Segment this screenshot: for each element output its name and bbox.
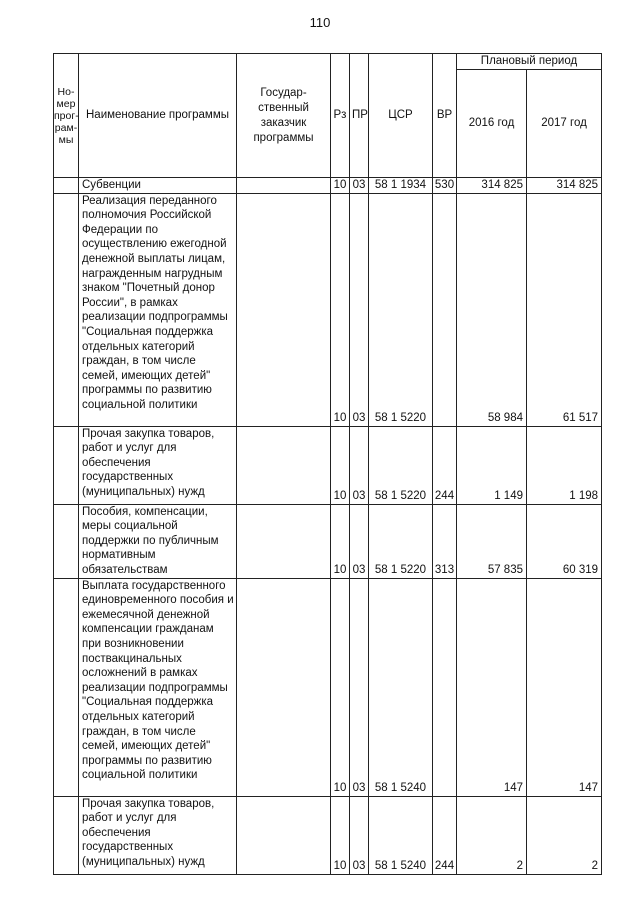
cell-name: Прочая закупка товаров, работ и услуг для обеспечения государственных (муниципальных) нужд bbox=[79, 796, 237, 874]
header-vr: ВР bbox=[433, 54, 457, 178]
cell-customer bbox=[237, 578, 331, 796]
cell-2017: 314 825 bbox=[527, 178, 602, 194]
cell-pr: 03 bbox=[350, 193, 369, 426]
header-pr: ПР bbox=[350, 54, 369, 178]
cell-vr: 530 bbox=[433, 178, 457, 194]
cell-rz: 10 bbox=[331, 193, 350, 426]
cell-csr: 58 1 1934 bbox=[369, 178, 433, 194]
table-body bbox=[54, 178, 602, 875]
cell-rz: 10 bbox=[331, 796, 350, 874]
table-row bbox=[54, 426, 602, 504]
cell-name: Субвенции bbox=[79, 178, 237, 194]
cell-2017: 147 bbox=[527, 578, 602, 796]
cell-2016: 57 835 bbox=[457, 504, 527, 578]
cell-rz: 10 bbox=[331, 178, 350, 194]
cell-vr bbox=[433, 193, 457, 426]
cell-customer bbox=[237, 426, 331, 504]
table-row bbox=[54, 578, 602, 796]
cell-rz: 10 bbox=[331, 504, 350, 578]
cell-csr: 58 1 5240 bbox=[369, 578, 433, 796]
page-number: 110 bbox=[309, 15, 331, 30]
cell-name: Выплата государственного единовременного пособия и ежемесячной денежной компенсации гражданам при возникновении поствакцинальных осложнений в рамках реализации подпрограммы "Социальная поддержка отдельных категорий граждан, в том числе семей, имеющих детей" программы по развитию социальной политики bbox=[79, 578, 237, 796]
cell-num bbox=[54, 426, 79, 504]
header-rz: Рз bbox=[331, 54, 350, 178]
cell-csr: 58 1 5220 bbox=[369, 426, 433, 504]
header-csr: ЦСР bbox=[369, 54, 433, 178]
cell-2016: 1 149 bbox=[457, 426, 527, 504]
header-num: Но- мер прог- рам- мы bbox=[54, 54, 79, 178]
header-2017: 2017 год bbox=[527, 70, 602, 178]
cell-csr: 58 1 5220 bbox=[369, 504, 433, 578]
cell-pr: 03 bbox=[350, 578, 369, 796]
header-2016: 2016 год bbox=[457, 70, 527, 178]
cell-vr: 313 bbox=[433, 504, 457, 578]
cell-csr: 58 1 5240 bbox=[369, 796, 433, 874]
cell-customer bbox=[237, 796, 331, 874]
cell-2017: 61 517 bbox=[527, 193, 602, 426]
cell-name: Пособия, компенсации, меры социальной поддержки по публичным нормативным обязательствам bbox=[79, 504, 237, 578]
cell-2016: 58 984 bbox=[457, 193, 527, 426]
cell-num bbox=[54, 796, 79, 874]
cell-customer bbox=[237, 178, 331, 194]
header-name: Наименование программы bbox=[79, 54, 237, 178]
cell-num bbox=[54, 578, 79, 796]
cell-2017: 2 bbox=[527, 796, 602, 874]
cell-name: Прочая закупка товаров, работ и услуг для обеспечения государственных (муниципальных) нужд bbox=[79, 426, 237, 504]
cell-vr: 244 bbox=[433, 796, 457, 874]
cell-csr: 58 1 5220 bbox=[369, 193, 433, 426]
cell-2016: 314 825 bbox=[457, 178, 527, 194]
table-row bbox=[54, 796, 602, 874]
table-row bbox=[54, 193, 602, 426]
cell-pr: 03 bbox=[350, 796, 369, 874]
header-customer: Государ- ственный заказчик программы bbox=[237, 54, 331, 178]
cell-pr: 03 bbox=[350, 178, 369, 194]
cell-vr bbox=[433, 578, 457, 796]
cell-num bbox=[54, 504, 79, 578]
cell-vr: 244 bbox=[433, 426, 457, 504]
cell-2016: 147 bbox=[457, 578, 527, 796]
cell-num bbox=[54, 178, 79, 194]
table-row bbox=[54, 504, 602, 578]
cell-pr: 03 bbox=[350, 504, 369, 578]
cell-customer bbox=[237, 504, 331, 578]
cell-rz: 10 bbox=[331, 578, 350, 796]
cell-rz: 10 bbox=[331, 426, 350, 504]
cell-pr: 03 bbox=[350, 426, 369, 504]
cell-name: Реализация переданного полномочия Российской Федерации по осуществлению ежегодной денежной выплаты лицам, награжденным нагрудным знаком "Почетный донор России", в рамках реализации подпрограммы "Социальная поддержка отдельных категорий граждан, в том числе семей, имеющих детей" программы по развитию социальной политики bbox=[79, 193, 237, 426]
cell-num bbox=[54, 193, 79, 426]
cell-2017: 60 319 bbox=[527, 504, 602, 578]
cell-2016: 2 bbox=[457, 796, 527, 874]
budget-table bbox=[53, 53, 602, 875]
header-plan-period: Плановый период bbox=[457, 54, 602, 70]
table-row bbox=[54, 178, 602, 194]
cell-customer bbox=[237, 193, 331, 426]
cell-2017: 1 198 bbox=[527, 426, 602, 504]
